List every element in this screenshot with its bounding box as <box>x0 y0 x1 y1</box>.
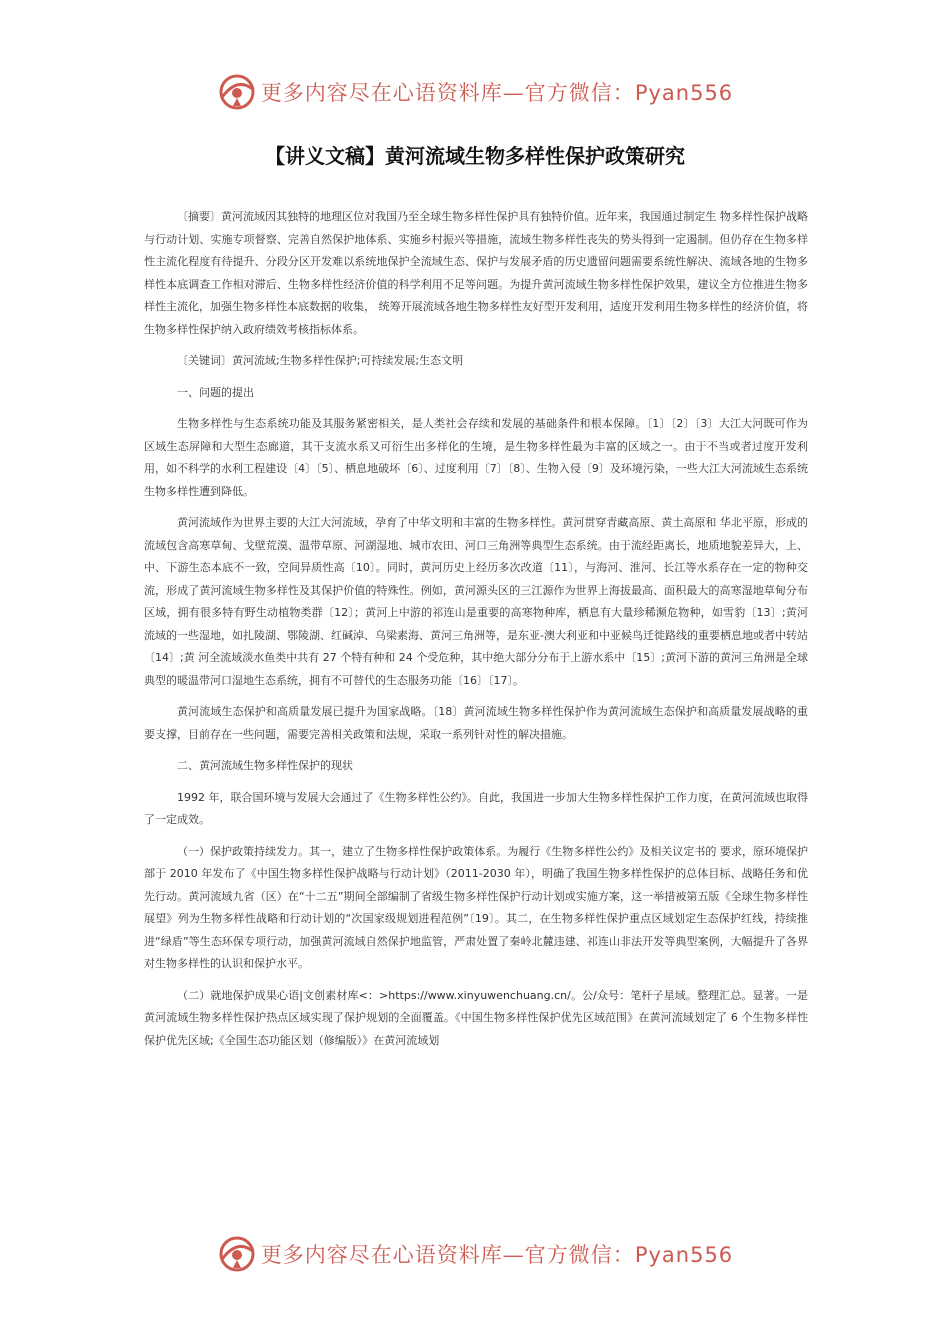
section-heading-1: 一、问题的提出 <box>177 385 254 399</box>
banner-text: 更多内容尽在心语资料库—官方微信：Pyan556 <box>260 81 734 105</box>
abstract-paragraph: 〔摘要〕黄河流域因其独特的地理区位对我国乃至全球生物多样性保护具有独特价值。近年来，我国通过制定生 物多样性保护战略与行动计划、实施专项督察、完善自然保护地体系、实施乡村振兴等措施，流域生物多样性丧失的势头得到一定遏制。但仍存在生物多样性主流化程度有待提升、分段分区开发难以系统地保护全流域生态、保护与发展矛盾的历史遗留问题需要系统性解决、流域各地的生物多样性本底调查工作相对滞后、生物多样性经济价值的科学利用不足等问题。为提升黄河流域生物多样性保护效果，建议全方位推进生物多样性主流化，加强生物多样性本底数据的收集， 统筹开展流域各地生物多样性友好型开发利用，适度开发利用生物多样性的经济价值，将生物多样性保护纳入政府绩效考核指标体系。 <box>144 210 808 336</box>
keywords-paragraph: 〔关键词〕黄河流域;生物多样性保护;可持续发展;生态文明 <box>177 354 464 367</box>
banner-text: 更多内容尽在心语资料库—官方微信：Pyan556 <box>260 1243 734 1267</box>
body-paragraph: 生物多样性与生态系统功能及其服务紧密相关，是人类社会存续和发展的基础条件和根本保障。〔1〕〔2〕〔3〕大江大河既可作为区域生态屏障和大型生态廊道，其干支流水系又可衍生出多样化的生境，是生物多样性最为丰富的区域之一。由于不当或者过度开发利用，如不科学的水利工程建设〔4〕〔5〕、栖息地破坏〔6〕、过度利用〔7〕〔8〕、生物入侵〔9〕及环境污染，一些大江大河流域生态系统生物多样性遭到降低。 <box>144 417 808 498</box>
body-paragraph: （二）就地保护成果心语|文创素材库<：>https://www.xinyuwenchuang.cn/。公/众号：笔杆子星域。整理汇总。显著。一是黄河流域生物多样性保护热点区域实现了保护规划的全面覆盖。《中国生物多样性保护优先区域范围》在黄河流域划定了 6 个生物多样性保护优先区域;《全国生态功能区划（修编版）》在黄河流域划 <box>144 988 808 1047</box>
body-paragraph: 1992 年，联合国环境与发展大会通过了《生物多样性公约》。自此，我国进一步加大生物多样性保护工作力度，在黄河流域也取得了一定成效。 <box>144 790 808 826</box>
footer-banner <box>0 1232 950 1276</box>
body-paragraph: 黄河流域生态保护和高质量发展已提升为国家战略。〔18〕黄河流域生物多样性保护作为黄河流域生态保护和高质量发展战略的重要支撑，目前存在一些问题，需要完善相关政策和法规，采取一系列针对性的解决措施。 <box>144 705 808 741</box>
body-paragraph: 黄河流域作为世界主要的大江大河流域，孕育了中华文明和丰富的生物多样性。黄河贯穿青藏高原、黄土高原和 华北平原，形成的流域包含高寒草甸、戈壁荒漠、温带草原、河湖湿地、城市农田、河口三角洲等典型生态系统。由于流经距离长，地质地貌差异大，上、中、下游生态本底不一致，空间异质性高〔10〕。同时，黄河历史上经历多次改道〔11〕，与海河、淮河、长江等水系存在一定的物种交流，形成了黄河流域生物多样性及其保护价值的特殊性。例如，黄河源头区的三江源作为世界上海拔最高、面积最大的高寒湿地草甸分布区域，拥有很多特有野生动植物类群〔12〕；黄河上中游的祁连山是重要的高寒物种库，栖息有大量珍稀濒危物种，如雪豹〔13〕;黄河流域的一些湿地，如扎陵湖、鄂陵湖、红碱淖、乌梁素海、黄河三角洲等，是东亚-澳大利亚和中亚候鸟迁徙路线的重要栖息地或者中转站〔14〕;黄 河全流域淡水鱼类中共有 27 个特有种和 24 个受危种，其中绝大部分分布于上游水系中〔15〕;黄河下游的黄河三角洲是全球典型的暖温带河口湿地生态系统，拥有不可替代的生态服务功能〔16〕〔17〕。 <box>144 516 808 687</box>
section-heading-2: 二、黄河流域生物多样性保护的现状 <box>177 759 353 772</box>
banner-wechat-id: Pyan556 <box>634 1243 734 1267</box>
document-title: 【讲义文稿】黄河流域生物多样性保护政策研究 <box>265 144 685 168</box>
brand-logo-icon <box>217 1234 257 1274</box>
body-paragraph: （一）保护政策持续发力。其一，建立了生物多样性保护政策体系。为履行《生物多样性公约》及相关议定书的 要求，原环境保护部于 2010 年发布了《中国生物多样性保护战略与行动计划》（2011-2030 年），明确了我国生物多样性保护的总体目标、战略任务和优先行动。黄河流域九省（区）在“十二五”期间全部编制了省级生物多样性保护行动计划或实施方案，这一举措被第五版《全球生物多样性展望》列为生物多样性战略和行动计划的“次国家级规划进程范例”〔19〕。其二，在生物多样性保护重点区域划定生态保护红线，持续推进“绿盾”等生态环保专项行动，加强黄河流域自然保护地监管，严肃处置了秦岭北麓违建、祁连山非法开发等典型案例，大幅提升了各界对生物多样性的认识和保护水平。 <box>144 844 808 970</box>
header-banner <box>0 70 950 114</box>
banner-wechat-id: Pyan556 <box>634 81 734 105</box>
brand-logo-icon <box>217 72 257 112</box>
document-body <box>144 206 808 1061</box>
